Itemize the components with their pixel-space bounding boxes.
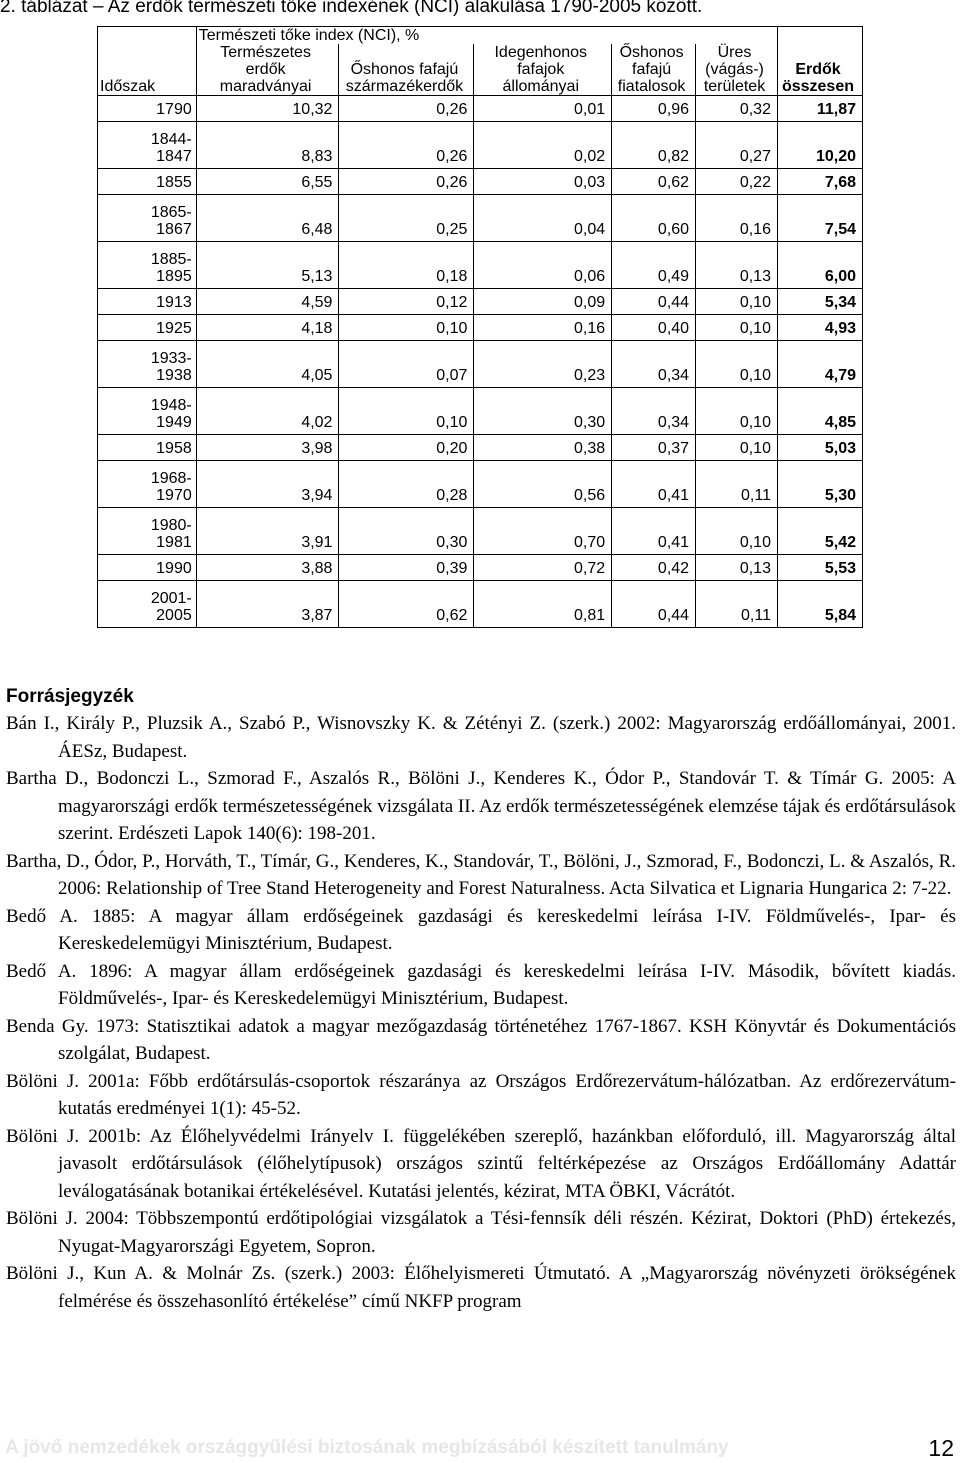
cell-value: 5,13	[196, 242, 339, 289]
header-total: Erdők összesen	[777, 27, 862, 96]
cell-value: 0,23	[474, 341, 612, 388]
table-row	[98, 508, 863, 555]
header-group: Természeti tőke index (NCI), %	[196, 27, 777, 45]
cell-value: 3,88	[196, 555, 339, 581]
cell-value: 0,39	[339, 555, 474, 581]
table-row	[98, 169, 863, 195]
cell-value: 3,94	[196, 461, 339, 508]
cell-total: 5,03	[777, 435, 862, 461]
cell-value: 3,91	[196, 508, 339, 555]
row-period: 1958	[98, 435, 197, 461]
cell-total: 5,42	[777, 508, 862, 555]
cell-value: 0,04	[474, 195, 612, 242]
header-native-derived: Őshonos fafajú származékerdők	[339, 44, 474, 96]
table-row	[98, 388, 863, 435]
cell-total: 7,54	[777, 195, 862, 242]
cell-value: 0,41	[612, 508, 696, 555]
cell-total: 6,00	[777, 242, 862, 289]
reference-item: Bedő A. 1896: A magyar állam erdőségeinek gazdasági és kereskedelmi leírása I-IV. Második, bővített kiadás. Földművelés-, Ipar- és Kereskedelemügyi Minisztérium, Budapest.	[6, 960, 956, 1009]
reference-item: Bedő A. 1885: A magyar állam erdőségeinek gazdasági és kereskedelmi leírása I-IV. Földművelés-, Ipar- és Kereskedelemügyi Minisztérium, Budapest.	[6, 905, 956, 954]
cell-value: 0,37	[612, 435, 696, 461]
reference-item: Bán I., Király P., Pluzsik A., Szabó P., Wisnovszky K. & Zétényi Z. (szerk.) 2002: Magyarország erdőállományai, 2001. ÁESz, Budapest.	[6, 713, 956, 762]
table-row	[98, 461, 863, 508]
row-period: 1925	[98, 315, 197, 341]
cell-value: 0,10	[696, 508, 778, 555]
cell-value: 0,56	[474, 461, 612, 508]
cell-value: 3,87	[196, 581, 339, 628]
cell-value: 0,10	[339, 388, 474, 435]
row-period: 1980- 1981	[98, 508, 197, 555]
cell-value: 0,26	[339, 169, 474, 195]
cell-value: 6,55	[196, 169, 339, 195]
cell-value: 0,02	[474, 122, 612, 169]
table-body	[98, 96, 863, 628]
row-period: 2001- 2005	[98, 581, 197, 628]
cell-value: 0,18	[339, 242, 474, 289]
row-period: 1913	[98, 289, 197, 315]
cell-value: 0,10	[339, 315, 474, 341]
row-period: 1865- 1867	[98, 195, 197, 242]
cell-value: 0,13	[696, 242, 778, 289]
cell-value: 0,16	[696, 195, 778, 242]
cell-total: 4,85	[777, 388, 862, 435]
table-row	[98, 242, 863, 289]
cell-value: 4,59	[196, 289, 339, 315]
cell-value: 0,27	[696, 122, 778, 169]
cell-value: 0,10	[696, 315, 778, 341]
row-period: 1855	[98, 169, 197, 195]
cell-value: 0,25	[339, 195, 474, 242]
cell-value: 0,03	[474, 169, 612, 195]
reference-item: Bartha, D., Ódor, P., Horváth, T., Tímár, G., Kenderes, K., Standovár, T., Bölöni, J., Szmorad, F., Bodonczi, L. & Aszalós, R. 2006: Relationship of Tree Stand Heterogeneity and Forest Naturalness. Acta Silvatica et Lignaria Hungarica 2: 7-22.	[6, 850, 956, 899]
cell-value: 0,10	[696, 435, 778, 461]
page-number: 12	[928, 1435, 954, 1461]
cell-total: 5,53	[777, 555, 862, 581]
cell-value: 0,10	[696, 341, 778, 388]
reference-item: Benda Gy. 1973: Statisztikai adatok a magyar mezőgazdaság történetéhez 1767-1867. KSH Könyvtár és Dokumentációs szolgálat, Budapest.	[6, 1015, 956, 1064]
cell-value: 0,49	[612, 242, 696, 289]
cell-total: 10,20	[777, 122, 862, 169]
cell-value: 0,44	[612, 289, 696, 315]
table-caption: 2. táblázat – Az erdők természeti tőke indexének (NCI) alakulása 1790-2005 között.	[0, 0, 703, 17]
cell-value: 0,62	[339, 581, 474, 628]
row-period: 1933- 1938	[98, 341, 197, 388]
table-header-row	[98, 27, 863, 45]
row-period: 1790	[98, 96, 197, 122]
cell-value: 4,02	[196, 388, 339, 435]
table-row	[98, 435, 863, 461]
cell-value: 0,16	[474, 315, 612, 341]
cell-value: 6,48	[196, 195, 339, 242]
cell-value: 0,30	[339, 508, 474, 555]
cell-value: 0,38	[474, 435, 612, 461]
nci-table	[97, 26, 863, 628]
table-row	[98, 96, 863, 122]
cell-value: 4,05	[196, 341, 339, 388]
header-period: Időszak	[98, 27, 197, 96]
references-section	[6, 684, 956, 1315]
row-period: 1948- 1949	[98, 388, 197, 435]
cell-total: 4,79	[777, 341, 862, 388]
table-row	[98, 122, 863, 169]
cell-value: 0,10	[696, 388, 778, 435]
cell-value: 0,62	[612, 169, 696, 195]
table-row	[98, 195, 863, 242]
reference-item: Bölöni J. 2004: Többszempontú erdőtipológiai vizsgálatok a Tési-fennsík déli részén. Kézirat, Doktori (PhD) értekezés, Nyugat-Magyarországi Egyetem, Sopron.	[6, 1208, 956, 1257]
reference-item: Bölöni J. 2001b: Az Élőhelyvédelmi Irányelv I. függelékében szereplő, hazánkban előforduló, ill. Magyarország által javasolt erdőtársulások (élőhelytípusok) országos szintű feltérképezése az Országos Erdőállomány Adattár leválogatásának botanikai értékelésével. Kutatási jelentés, kézirat, MTA ÖBKI, Vácrátót.	[6, 1125, 956, 1202]
cell-value: 0,82	[612, 122, 696, 169]
cell-value: 0,13	[696, 555, 778, 581]
cell-value: 0,28	[339, 461, 474, 508]
cell-value: 0,34	[612, 341, 696, 388]
cell-value: 0,44	[612, 581, 696, 628]
table-row	[98, 341, 863, 388]
cell-value: 0,32	[696, 96, 778, 122]
header-native-young: Őshonos fafajú fiatalosok	[612, 44, 696, 96]
cell-value: 0,41	[612, 461, 696, 508]
cell-value: 0,42	[612, 555, 696, 581]
reference-item: Bölöni J., Kun A. & Molnár Zs. (szerk.) 2003: Élőhelyismereti Útmutató. A „Magyarország növényzeti örökségének felmérése és összehasonlító értékelése” című NKFP program	[6, 1263, 956, 1312]
cell-total: 5,30	[777, 461, 862, 508]
cell-value: 0,11	[696, 581, 778, 628]
cell-value: 0,70	[474, 508, 612, 555]
cell-value: 0,22	[696, 169, 778, 195]
cell-value: 0,72	[474, 555, 612, 581]
row-period: 1844- 1847	[98, 122, 197, 169]
references-list	[6, 710, 956, 1315]
cell-value: 0,40	[612, 315, 696, 341]
row-period: 1885- 1895	[98, 242, 197, 289]
cell-value: 0,30	[474, 388, 612, 435]
page-footer	[0, 1435, 960, 1463]
footer-text: A jövő nemzedékek országgyűlési biztosának megbízásából készített tanulmány	[5, 1437, 729, 1458]
cell-value: 0,09	[474, 289, 612, 315]
table-row	[98, 581, 863, 628]
header-non-native: Idegenhonos fafajok állományai	[474, 44, 612, 96]
cell-value: 0,34	[612, 388, 696, 435]
cell-value: 0,96	[612, 96, 696, 122]
cell-value: 3,98	[196, 435, 339, 461]
cell-value: 0,06	[474, 242, 612, 289]
table-row	[98, 315, 863, 341]
row-period: 1990	[98, 555, 197, 581]
cell-value: 0,07	[339, 341, 474, 388]
reference-item: Bartha D., Bodonczi L., Szmorad F., Aszalós R., Bölöni J., Kenderes K., Ódor P., Standovár T. & Tímár G. 2005: A magyarországi erdők természetességének vizsgálata II. Az erdők természetességének elemzése tájak és erdőtársulások szerint. Erdészeti Lapok 140(6): 198-201.	[6, 768, 956, 844]
cell-total: 4,93	[777, 315, 862, 341]
cell-value: 0,81	[474, 581, 612, 628]
header-natural-remnants: Természetes erdők maradványai	[196, 44, 339, 96]
row-period: 1968- 1970	[98, 461, 197, 508]
cell-total: 5,84	[777, 581, 862, 628]
cell-total: 11,87	[777, 96, 862, 122]
header-empty-areas: Üres (vágás-) területek	[696, 44, 778, 96]
cell-value: 0,01	[474, 96, 612, 122]
cell-value: 0,20	[339, 435, 474, 461]
cell-value: 0,60	[612, 195, 696, 242]
cell-value: 0,26	[339, 122, 474, 169]
table-row	[98, 289, 863, 315]
cell-total: 7,68	[777, 169, 862, 195]
cell-value: 0,26	[339, 96, 474, 122]
cell-value: 10,32	[196, 96, 339, 122]
cell-value: 0,10	[696, 289, 778, 315]
table-row	[98, 555, 863, 581]
cell-value: 4,18	[196, 315, 339, 341]
cell-value: 0,11	[696, 461, 778, 508]
reference-item: Bölöni J. 2001a: Főbb erdőtársulás-csoportok részaránya az Országos Erdőrezervátum-hálózatban. Az erdőrezervátum-kutatás eredményei 1(1): 45-52.	[6, 1070, 956, 1119]
cell-total: 5,34	[777, 289, 862, 315]
cell-value: 0,12	[339, 289, 474, 315]
cell-value: 8,83	[196, 122, 339, 169]
references-heading: Forrásjegyzék	[6, 686, 134, 707]
